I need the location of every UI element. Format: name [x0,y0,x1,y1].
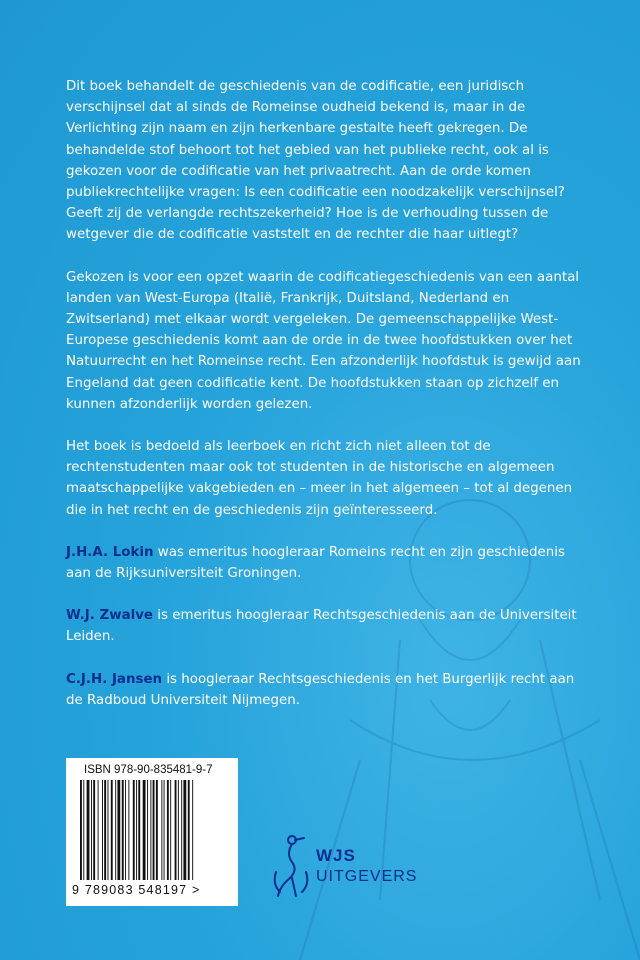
publisher-subtitle: UITGEVERS [316,868,418,885]
author-bio-text: is hoogleraar Rechtsgeschiedenis en het Burgerlijk recht aan de Radboud Universiteit Nijmegen. [66,671,575,708]
author-name: W.J. Zwalve [66,608,154,624]
author-bio-lokin [66,542,586,584]
author-bio-text: was emeritus hoogleraar Romeins recht en zijn geschiedenis aan de Rijksuniversiteit Groningen. [66,544,565,582]
author-bio-zwalve [66,605,586,647]
blurb-paragraph-1: Dit boek behandelt de geschiedenis van de codificatie, een juridisch verschijnsel dat al sinds de Romeinse oudheid bekend is, maar in de Verlichting zijn naam en zijn herkenbare gestalte heeft gekregen. De behandelde stof behoort tot het gebied van het publieke recht, ook al is gekozen voor de codificatie van het privaatrecht. Aan de orde komen publiekrechtelijke vragen: Is een codificatie een noodzakelijk verschijnsel? Geeft zij de verlangde rechtszekerheid? Hoe is de verhouding tussen de wetgever die de codificatie vaststelt en de rechter die haar uitlegt? [66,79,565,243]
publisher-logo [270,832,440,902]
blurb-paragraph-3: Het boek is bedoeld als leerboek en richt zich niet alleen tot de rechtenstudenten maar ook tot studenten in de historische en algemeen maatschappelijke vakgebieden en – meer in het algemeen – tot al degenen die in het recht en de geschiedenis zijn geïnteresseerd. [66,439,573,518]
author-bio-jansen [66,669,586,711]
author-name: J.H.A. Lokin [66,544,154,560]
back-cover-text [66,76,586,732]
isbn-barcode [66,758,238,906]
blurb-paragraph-2: Gekozen is voor een opzet waarin de codificatiegeschiedenis van een aantal landen van West-Europa (Italië, Frankrijk, Duitsland, Nederland en Zwitserland) met elkaar wordt vergeleken. De gemeenschappelijke West-Europese geschiedenis komt aan de orde in de twee hoofdstukken over het Natuurrecht en het Romeinse recht. Een afzonderlijk hoofdstuk is gewijd aan Engeland dat geen codificatie kent. De hoofdstukken staan op zichzelf en kunnen afzonderlijk worden gelezen. [66,269,581,412]
author-name: C.J.H. Jansen [66,671,163,687]
publisher-name: WJS [316,846,356,865]
isbn-label: ISBN 978-90-835481-9-7 [84,764,213,776]
barcode-bars [80,780,224,884]
barcode-digits: 9 789083 548197 > [72,883,201,897]
author-bio-text: is emeritus hoogleraar Rechtsgeschiedenis aan de Universiteit Leiden. [66,608,577,645]
heron-logo-icon [270,832,314,902]
